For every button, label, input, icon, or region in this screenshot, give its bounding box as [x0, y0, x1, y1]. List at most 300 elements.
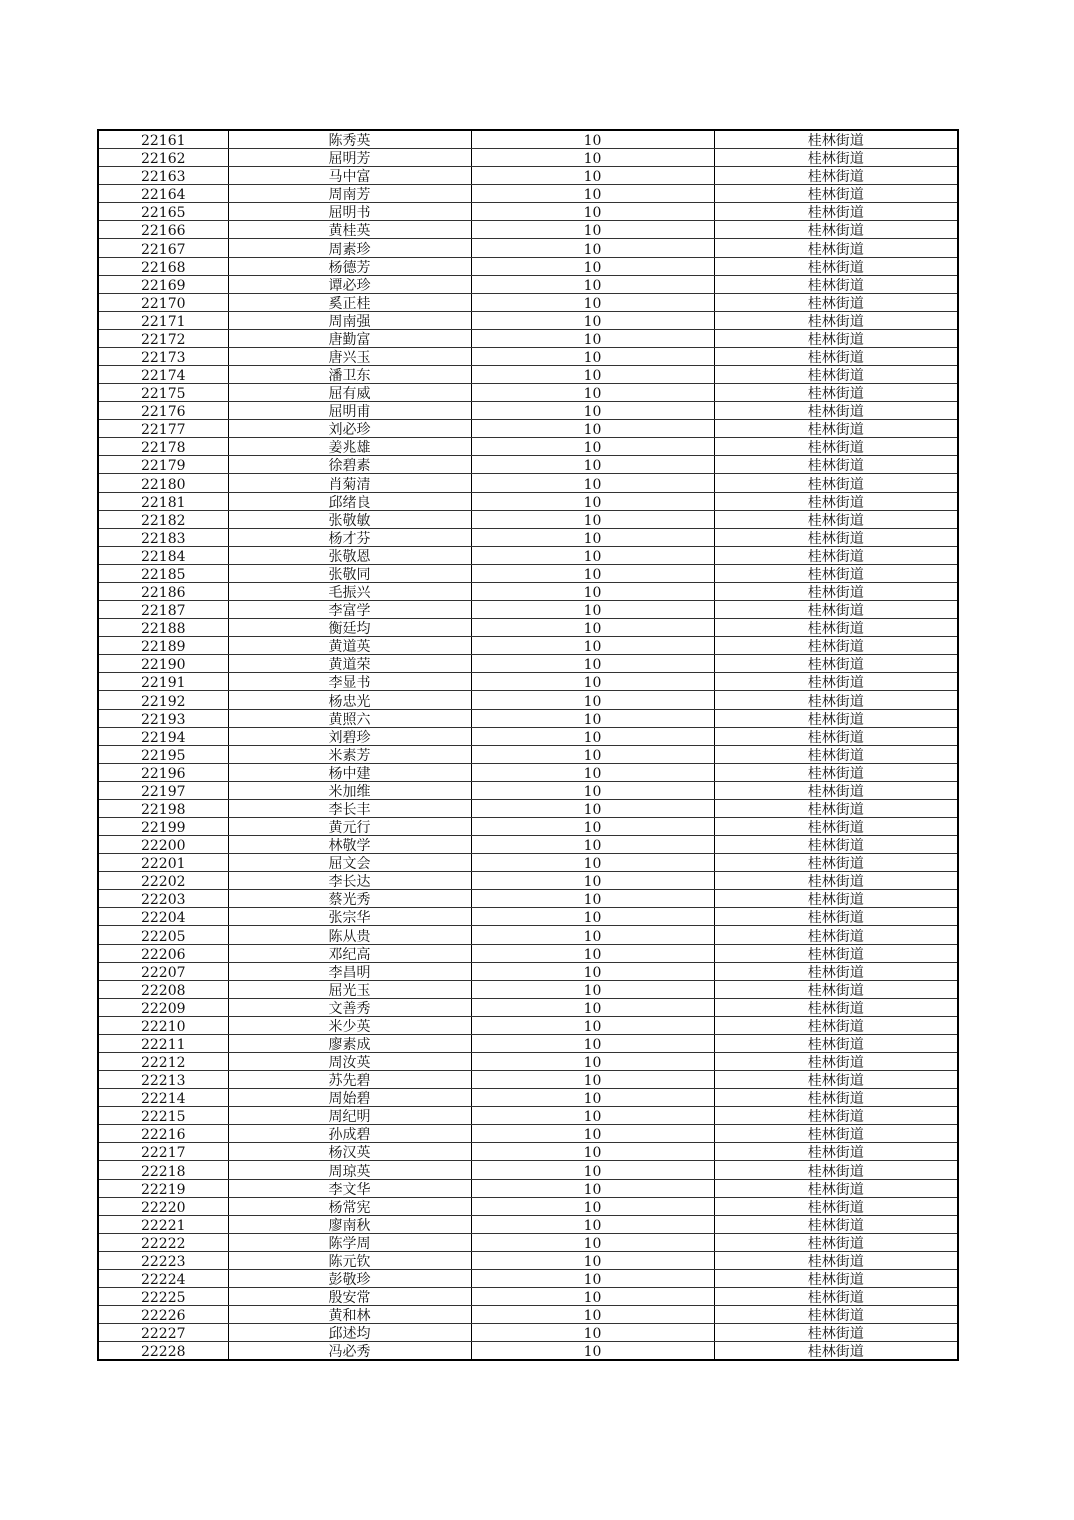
table-row [98, 1342, 958, 1361]
table-row [98, 1016, 958, 1034]
table-row [98, 546, 958, 564]
table-row [98, 347, 958, 365]
amount-cell: 10 [471, 962, 714, 980]
amount-cell: 10 [471, 1269, 714, 1287]
name-cell: 张敬敏 [228, 510, 471, 528]
name-cell: 廖素成 [228, 1034, 471, 1052]
name-cell: 唐兴玉 [228, 347, 471, 365]
amount-cell: 10 [471, 1342, 714, 1361]
row-number-cell: 22177 [98, 420, 228, 438]
table-row [98, 1197, 958, 1215]
name-cell: 潘卫东 [228, 366, 471, 384]
row-number-cell: 22203 [98, 890, 228, 908]
district-cell: 桂林街道 [714, 1052, 958, 1070]
amount-cell: 10 [471, 1197, 714, 1215]
amount-cell: 10 [471, 1215, 714, 1233]
district-cell: 桂林街道 [714, 1125, 958, 1143]
row-number-cell: 22212 [98, 1052, 228, 1070]
district-cell: 桂林街道 [714, 239, 958, 257]
district-cell: 桂林街道 [714, 130, 958, 149]
row-number-cell: 22216 [98, 1125, 228, 1143]
name-cell: 黄照六 [228, 709, 471, 727]
name-cell: 黄元行 [228, 817, 471, 835]
name-cell: 唐勤富 [228, 329, 471, 347]
name-cell: 杨忠光 [228, 691, 471, 709]
district-cell: 桂林街道 [714, 962, 958, 980]
name-cell: 周汝英 [228, 1052, 471, 1070]
name-cell: 马中富 [228, 167, 471, 185]
district-cell: 桂林街道 [714, 854, 958, 872]
row-number-cell: 22200 [98, 836, 228, 854]
row-number-cell: 22175 [98, 384, 228, 402]
district-cell: 桂林街道 [714, 564, 958, 582]
amount-cell: 10 [471, 745, 714, 763]
amount-cell: 10 [471, 763, 714, 781]
amount-cell: 10 [471, 1161, 714, 1179]
name-cell: 邓纪高 [228, 944, 471, 962]
amount-cell: 10 [471, 1324, 714, 1342]
amount-cell: 10 [471, 1052, 714, 1070]
district-cell: 桂林街道 [714, 1324, 958, 1342]
name-cell: 杨才芬 [228, 528, 471, 546]
district-cell: 桂林街道 [714, 926, 958, 944]
amount-cell: 10 [471, 366, 714, 384]
amount-cell: 10 [471, 384, 714, 402]
district-cell: 桂林街道 [714, 528, 958, 546]
district-cell: 桂林街道 [714, 1034, 958, 1052]
amount-cell: 10 [471, 257, 714, 275]
district-cell: 桂林街道 [714, 510, 958, 528]
district-cell: 桂林街道 [714, 1161, 958, 1179]
row-number-cell: 22165 [98, 203, 228, 221]
name-cell: 周南强 [228, 311, 471, 329]
table-row [98, 582, 958, 600]
name-cell: 谭必珍 [228, 275, 471, 293]
amount-cell: 10 [471, 456, 714, 474]
name-cell: 屈明书 [228, 203, 471, 221]
row-number-cell: 22227 [98, 1324, 228, 1342]
district-cell: 桂林街道 [714, 836, 958, 854]
table-row [98, 438, 958, 456]
amount-cell: 10 [471, 601, 714, 619]
name-cell: 杨中建 [228, 763, 471, 781]
amount-cell: 10 [471, 998, 714, 1016]
name-cell: 黄桂英 [228, 221, 471, 239]
table-row [98, 185, 958, 203]
row-number-cell: 22220 [98, 1197, 228, 1215]
table-row [98, 420, 958, 438]
table-row [98, 781, 958, 799]
table-row [98, 1052, 958, 1070]
name-cell: 米加维 [228, 781, 471, 799]
row-number-cell: 22195 [98, 745, 228, 763]
row-number-cell: 22215 [98, 1107, 228, 1125]
table-row [98, 1251, 958, 1269]
name-cell: 屈明甫 [228, 402, 471, 420]
row-number-cell: 22211 [98, 1034, 228, 1052]
district-cell: 桂林街道 [714, 1107, 958, 1125]
table-row [98, 799, 958, 817]
district-cell: 桂林街道 [714, 781, 958, 799]
amount-cell: 10 [471, 1071, 714, 1089]
name-cell: 林敬学 [228, 836, 471, 854]
row-number-cell: 22217 [98, 1143, 228, 1161]
row-number-cell: 22194 [98, 727, 228, 745]
amount-cell: 10 [471, 799, 714, 817]
row-number-cell: 22193 [98, 709, 228, 727]
table-row [98, 167, 958, 185]
table-row [98, 239, 958, 257]
district-cell: 桂林街道 [714, 329, 958, 347]
amount-cell: 10 [471, 474, 714, 492]
table-row [98, 998, 958, 1016]
district-cell: 桂林街道 [714, 980, 958, 998]
name-cell: 刘碧珍 [228, 727, 471, 745]
table-row [98, 872, 958, 890]
amount-cell: 10 [471, 221, 714, 239]
amount-cell: 10 [471, 709, 714, 727]
district-cell: 桂林街道 [714, 1197, 958, 1215]
row-number-cell: 22176 [98, 402, 228, 420]
district-cell: 桂林街道 [714, 1306, 958, 1324]
row-number-cell: 22209 [98, 998, 228, 1016]
district-cell: 桂林街道 [714, 673, 958, 691]
name-cell: 周始碧 [228, 1089, 471, 1107]
table-row [98, 962, 958, 980]
amount-cell: 10 [471, 293, 714, 311]
name-cell: 屈有威 [228, 384, 471, 402]
name-cell: 周素珍 [228, 239, 471, 257]
row-number-cell: 22213 [98, 1071, 228, 1089]
table-row [98, 1306, 958, 1324]
district-cell: 桂林街道 [714, 872, 958, 890]
row-number-cell: 22198 [98, 799, 228, 817]
row-number-cell: 22192 [98, 691, 228, 709]
table-row [98, 1143, 958, 1161]
row-number-cell: 22188 [98, 619, 228, 637]
name-cell: 张敬同 [228, 564, 471, 582]
row-number-cell: 22182 [98, 510, 228, 528]
name-cell: 米少英 [228, 1016, 471, 1034]
district-cell: 桂林街道 [714, 1016, 958, 1034]
table-row [98, 1125, 958, 1143]
district-cell: 桂林街道 [714, 1251, 958, 1269]
name-cell: 杨汉英 [228, 1143, 471, 1161]
name-cell: 黄和林 [228, 1306, 471, 1324]
row-number-cell: 22201 [98, 854, 228, 872]
name-cell: 廖南秋 [228, 1215, 471, 1233]
row-number-cell: 22226 [98, 1306, 228, 1324]
table-row [98, 1324, 958, 1342]
table-row [98, 745, 958, 763]
row-number-cell: 22224 [98, 1269, 228, 1287]
amount-cell: 10 [471, 619, 714, 637]
amount-cell: 10 [471, 420, 714, 438]
row-number-cell: 22206 [98, 944, 228, 962]
amount-cell: 10 [471, 673, 714, 691]
district-cell: 桂林街道 [714, 1179, 958, 1197]
row-number-cell: 22167 [98, 239, 228, 257]
amount-cell: 10 [471, 510, 714, 528]
amount-cell: 10 [471, 329, 714, 347]
district-cell: 桂林街道 [714, 601, 958, 619]
table-row [98, 709, 958, 727]
district-cell: 桂林街道 [714, 727, 958, 745]
district-cell: 桂林街道 [714, 203, 958, 221]
table-row [98, 727, 958, 745]
table-row [98, 474, 958, 492]
table-row [98, 1089, 958, 1107]
row-number-cell: 22163 [98, 167, 228, 185]
table-row [98, 130, 958, 149]
table-row [98, 637, 958, 655]
name-cell: 李昌明 [228, 962, 471, 980]
table-row [98, 1107, 958, 1125]
district-cell: 桂林街道 [714, 998, 958, 1016]
row-number-cell: 22222 [98, 1233, 228, 1251]
table-row [98, 293, 958, 311]
amount-cell: 10 [471, 817, 714, 835]
row-number-cell: 22180 [98, 474, 228, 492]
row-number-cell: 22169 [98, 275, 228, 293]
district-cell: 桂林街道 [714, 709, 958, 727]
row-number-cell: 22219 [98, 1179, 228, 1197]
amount-cell: 10 [471, 1233, 714, 1251]
amount-cell: 10 [471, 167, 714, 185]
roster-table [97, 129, 959, 1361]
district-cell: 桂林街道 [714, 257, 958, 275]
name-cell: 衡廷均 [228, 619, 471, 637]
district-cell: 桂林街道 [714, 1233, 958, 1251]
row-number-cell: 22207 [98, 962, 228, 980]
amount-cell: 10 [471, 781, 714, 799]
amount-cell: 10 [471, 149, 714, 167]
name-cell: 李富学 [228, 601, 471, 619]
name-cell: 黄道英 [228, 637, 471, 655]
amount-cell: 10 [471, 492, 714, 510]
name-cell: 张宗华 [228, 908, 471, 926]
table-row [98, 528, 958, 546]
table-row [98, 601, 958, 619]
amount-cell: 10 [471, 944, 714, 962]
amount-cell: 10 [471, 1251, 714, 1269]
amount-cell: 10 [471, 926, 714, 944]
name-cell: 刘必珍 [228, 420, 471, 438]
name-cell: 毛振兴 [228, 582, 471, 600]
table-row [98, 673, 958, 691]
district-cell: 桂林街道 [714, 1071, 958, 1089]
table-row [98, 1288, 958, 1306]
amount-cell: 10 [471, 239, 714, 257]
name-cell: 李显书 [228, 673, 471, 691]
table-row [98, 854, 958, 872]
district-cell: 桂林街道 [714, 366, 958, 384]
row-number-cell: 22179 [98, 456, 228, 474]
name-cell: 陈秀英 [228, 130, 471, 149]
row-number-cell: 22210 [98, 1016, 228, 1034]
row-number-cell: 22181 [98, 492, 228, 510]
table-row [98, 619, 958, 637]
amount-cell: 10 [471, 1306, 714, 1324]
district-cell: 桂林街道 [714, 221, 958, 239]
table-row [98, 763, 958, 781]
name-cell: 彭敬珍 [228, 1269, 471, 1287]
row-number-cell: 22208 [98, 980, 228, 998]
table-row [98, 366, 958, 384]
table-row [98, 1215, 958, 1233]
table-row [98, 456, 958, 474]
row-number-cell: 22187 [98, 601, 228, 619]
amount-cell: 10 [471, 980, 714, 998]
name-cell: 米素芳 [228, 745, 471, 763]
row-number-cell: 22214 [98, 1089, 228, 1107]
district-cell: 桂林街道 [714, 474, 958, 492]
row-number-cell: 22162 [98, 149, 228, 167]
row-number-cell: 22184 [98, 546, 228, 564]
row-number-cell: 22173 [98, 347, 228, 365]
district-cell: 桂林街道 [714, 1288, 958, 1306]
amount-cell: 10 [471, 311, 714, 329]
amount-cell: 10 [471, 528, 714, 546]
row-number-cell: 22228 [98, 1342, 228, 1361]
district-cell: 桂林街道 [714, 691, 958, 709]
table-row [98, 655, 958, 673]
amount-cell: 10 [471, 1179, 714, 1197]
row-number-cell: 22170 [98, 293, 228, 311]
table-row [98, 1233, 958, 1251]
table-row [98, 944, 958, 962]
amount-cell: 10 [471, 836, 714, 854]
amount-cell: 10 [471, 203, 714, 221]
name-cell: 苏先碧 [228, 1071, 471, 1089]
row-number-cell: 22178 [98, 438, 228, 456]
district-cell: 桂林街道 [714, 655, 958, 673]
amount-cell: 10 [471, 890, 714, 908]
table-row [98, 564, 958, 582]
district-cell: 桂林街道 [714, 492, 958, 510]
row-number-cell: 22191 [98, 673, 228, 691]
name-cell: 周南芳 [228, 185, 471, 203]
row-number-cell: 22171 [98, 311, 228, 329]
amount-cell: 10 [471, 691, 714, 709]
amount-cell: 10 [471, 1107, 714, 1125]
name-cell: 屈文会 [228, 854, 471, 872]
district-cell: 桂林街道 [714, 619, 958, 637]
table-row [98, 817, 958, 835]
district-cell: 桂林街道 [714, 1215, 958, 1233]
table-row [98, 221, 958, 239]
table-row [98, 980, 958, 998]
district-cell: 桂林街道 [714, 185, 958, 203]
district-cell: 桂林街道 [714, 456, 958, 474]
row-number-cell: 22225 [98, 1288, 228, 1306]
name-cell: 陈从贵 [228, 926, 471, 944]
row-number-cell: 22161 [98, 130, 228, 149]
name-cell: 徐碧素 [228, 456, 471, 474]
table-row [98, 384, 958, 402]
name-cell: 孙成碧 [228, 1125, 471, 1143]
table-row [98, 836, 958, 854]
data-sheet [97, 129, 957, 1361]
district-cell: 桂林街道 [714, 438, 958, 456]
district-cell: 桂林街道 [714, 293, 958, 311]
table-row [98, 1269, 958, 1287]
district-cell: 桂林街道 [714, 944, 958, 962]
table-row [98, 890, 958, 908]
name-cell: 奚正桂 [228, 293, 471, 311]
table-row [98, 1034, 958, 1052]
amount-cell: 10 [471, 402, 714, 420]
district-cell: 桂林街道 [714, 890, 958, 908]
amount-cell: 10 [471, 1034, 714, 1052]
name-cell: 杨德芳 [228, 257, 471, 275]
table-row [98, 275, 958, 293]
row-number-cell: 22174 [98, 366, 228, 384]
table-row [98, 203, 958, 221]
amount-cell: 10 [471, 275, 714, 293]
name-cell: 周纪明 [228, 1107, 471, 1125]
name-cell: 文善秀 [228, 998, 471, 1016]
table-row [98, 1071, 958, 1089]
district-cell: 桂林街道 [714, 1342, 958, 1361]
amount-cell: 10 [471, 655, 714, 673]
district-cell: 桂林街道 [714, 546, 958, 564]
table-row [98, 402, 958, 420]
amount-cell: 10 [471, 1143, 714, 1161]
district-cell: 桂林街道 [714, 799, 958, 817]
row-number-cell: 22168 [98, 257, 228, 275]
district-cell: 桂林街道 [714, 582, 958, 600]
name-cell: 李长丰 [228, 799, 471, 817]
amount-cell: 10 [471, 564, 714, 582]
district-cell: 桂林街道 [714, 167, 958, 185]
row-number-cell: 22202 [98, 872, 228, 890]
district-cell: 桂林街道 [714, 384, 958, 402]
district-cell: 桂林街道 [714, 311, 958, 329]
table-row [98, 149, 958, 167]
row-number-cell: 22190 [98, 655, 228, 673]
district-cell: 桂林街道 [714, 908, 958, 926]
name-cell: 殷安常 [228, 1288, 471, 1306]
name-cell: 屈光玉 [228, 980, 471, 998]
amount-cell: 10 [471, 637, 714, 655]
row-number-cell: 22185 [98, 564, 228, 582]
district-cell: 桂林街道 [714, 763, 958, 781]
amount-cell: 10 [471, 1125, 714, 1143]
amount-cell: 10 [471, 1288, 714, 1306]
row-number-cell: 22196 [98, 763, 228, 781]
name-cell: 邱述均 [228, 1324, 471, 1342]
name-cell: 屈明芳 [228, 149, 471, 167]
table-row [98, 510, 958, 528]
row-number-cell: 22218 [98, 1161, 228, 1179]
row-number-cell: 22186 [98, 582, 228, 600]
row-number-cell: 22189 [98, 637, 228, 655]
name-cell: 张敬恩 [228, 546, 471, 564]
district-cell: 桂林街道 [714, 637, 958, 655]
district-cell: 桂林街道 [714, 817, 958, 835]
row-number-cell: 22223 [98, 1251, 228, 1269]
district-cell: 桂林街道 [714, 1089, 958, 1107]
district-cell: 桂林街道 [714, 1269, 958, 1287]
row-number-cell: 22197 [98, 781, 228, 799]
name-cell: 邱绪良 [228, 492, 471, 510]
name-cell: 陈元钦 [228, 1251, 471, 1269]
amount-cell: 10 [471, 582, 714, 600]
amount-cell: 10 [471, 727, 714, 745]
row-number-cell: 22205 [98, 926, 228, 944]
amount-cell: 10 [471, 908, 714, 926]
